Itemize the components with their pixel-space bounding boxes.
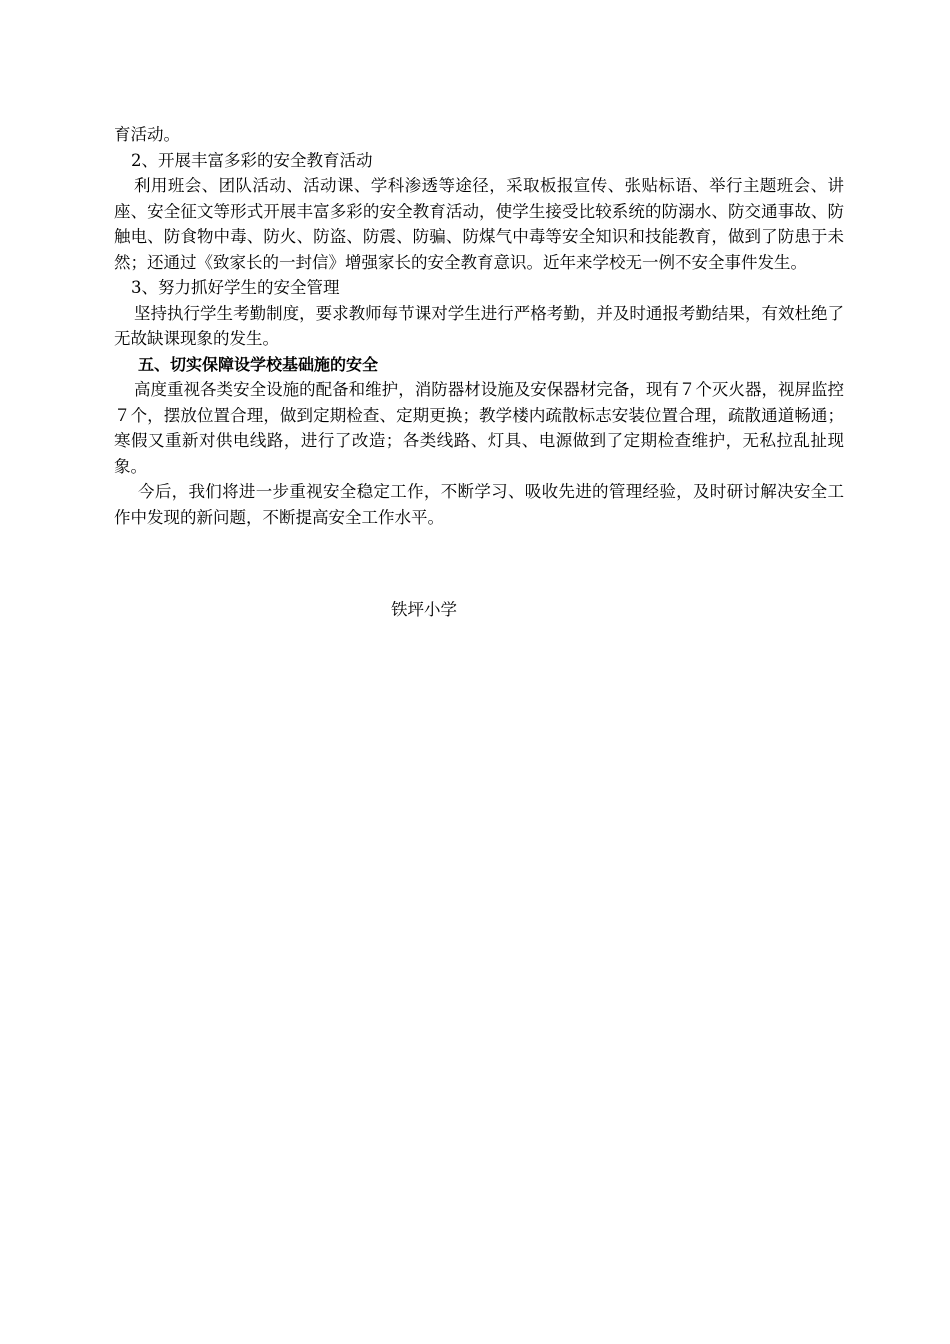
signature-school-name: 铁坪小学 (391, 600, 457, 619)
subheading-safety-activities: 2、开展丰富多彩的安全教育活动 (131, 150, 373, 170)
paragraph-conclusion: 今后，我们将进一步重视安全稳定工作，不断学习、吸收先进的管理经验，及时研讨解决安全工作中发现的新问题，不断提高安全工作水平。 (114, 482, 844, 527)
paragraph-safety-activities: 利用班会、团队活动、活动课、学科渗透等途径，采取板报宣传、张贴标语、举行主题班会、讲座、安全征文等形式开展丰富多彩的安全教育活动，使学生接受比较系统的防溺水、防交通事故、防触电、防食物中毒、防火、防盗、防震、防骗、防煤气中毒等安全知识和技能教育，做到了防患于未然；还通过《致家长的一封信》增强家长的安全教育意识。近年来学校无一例不安全事件发生。 (114, 176, 844, 272)
paragraph-facilities: 高度重视各类安全设施的配备和维护，消防器材设施及安保器材完备，现有７个灭火器，视屏监控７个，摆放位置合理，做到定期检查、定期更换；教学楼内疏散标志安装位置合理，疏散通道畅通；寒假又重新对供电线路，进行了改造；各类线路、灯具、电源做到了定期检查维护，无私拉乱扯现象。 (114, 380, 844, 476)
section-heading-facilities: 五、切实保障设学校基础施的安全 (138, 354, 379, 374)
paragraph-continuation: 育活动。 (114, 125, 180, 144)
paragraph-student-management: 坚持执行学生考勤制度，要求教师每节课对学生进行严格考勤，并及时通报考勤结果，有效杜绝了无故缺课现象的发生。 (114, 303, 844, 348)
subheading-student-management: 3、努力抓好学生的安全管理 (131, 278, 340, 297)
document-body (114, 122, 844, 530)
